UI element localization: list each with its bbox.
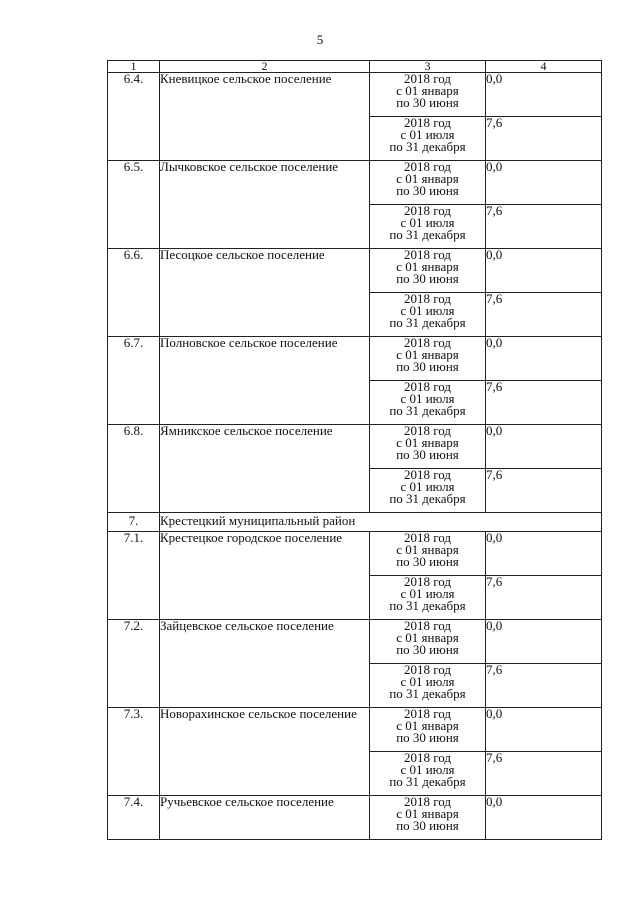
period-line: по 30 июня <box>396 730 459 745</box>
period-cell <box>370 337 486 381</box>
period-line: с 01 января <box>396 718 459 733</box>
row-number: 6.8. <box>108 425 160 513</box>
period-line: 2018 год <box>404 379 451 394</box>
period-line: с 01 июля <box>400 127 455 142</box>
period-cell <box>370 117 486 161</box>
period-line: по 30 июня <box>396 95 459 110</box>
period-line: 2018 год <box>404 291 451 306</box>
period-line: по 30 июня <box>396 447 459 462</box>
table-row <box>108 73 602 117</box>
settlement-name: Полновское сельское поселение <box>160 337 370 425</box>
table-row <box>108 161 602 205</box>
table-row <box>108 249 602 293</box>
period-line: по 30 июня <box>396 271 459 286</box>
period-line: с 01 января <box>396 806 459 821</box>
settlement-name: Ручьевское сельское поселение <box>160 796 370 840</box>
period-cell <box>370 708 486 752</box>
period-cell <box>370 381 486 425</box>
period-line: 2018 год <box>404 662 451 677</box>
period-line: по 31 декабря <box>389 227 466 242</box>
period-line: с 01 января <box>396 435 459 450</box>
value-cell: 7,6 <box>486 381 602 425</box>
value-cell: 7,6 <box>486 469 602 513</box>
period-line: с 01 июля <box>400 674 455 689</box>
period-line: 2018 год <box>404 247 451 262</box>
period-line: 2018 год <box>404 618 451 633</box>
period-line: с 01 января <box>396 347 459 362</box>
value-cell: 7,6 <box>486 293 602 337</box>
value-cell: 0,0 <box>486 161 602 205</box>
period-line: по 30 июня <box>396 554 459 569</box>
period-line: с 01 июля <box>400 586 455 601</box>
row-number: 7.3. <box>108 708 160 796</box>
table-row <box>108 796 602 840</box>
value-cell: 0,0 <box>486 425 602 469</box>
settlement-name: Зайцевское сельское поселение <box>160 620 370 708</box>
value-cell: 7,6 <box>486 664 602 708</box>
period-cell <box>370 620 486 664</box>
period-line: 2018 год <box>404 115 451 130</box>
period-line: 2018 год <box>404 423 451 438</box>
period-line: 2018 год <box>404 794 451 809</box>
period-line: 2018 год <box>404 706 451 721</box>
settlement-name: Кневицкое сельское поселение <box>160 73 370 161</box>
row-number: 6.6. <box>108 249 160 337</box>
period-line: с 01 июля <box>400 303 455 318</box>
period-line: 2018 год <box>404 203 451 218</box>
period-cell <box>370 532 486 576</box>
section-row <box>108 513 602 532</box>
value-cell: 0,0 <box>486 708 602 752</box>
settlement-name: Новорахинское сельское поселение <box>160 708 370 796</box>
table-row <box>108 708 602 752</box>
row-number: 7.1. <box>108 532 160 620</box>
period-cell <box>370 73 486 117</box>
period-line: по 31 декабря <box>389 403 466 418</box>
value-cell: 7,6 <box>486 205 602 249</box>
period-line: 2018 год <box>404 530 451 545</box>
period-line: 2018 год <box>404 467 451 482</box>
period-line: с 01 июля <box>400 479 455 494</box>
period-line: по 30 июня <box>396 359 459 374</box>
page-number: 5 <box>316 32 324 47</box>
period-line: по 31 декабря <box>389 774 466 789</box>
settlement-name: Лычковское сельское поселение <box>160 161 370 249</box>
table-row <box>108 620 602 664</box>
row-number: 6.7. <box>108 337 160 425</box>
section-title: Крестецкий муниципальный район <box>160 513 602 532</box>
period-cell <box>370 576 486 620</box>
period-line: по 31 декабря <box>389 686 466 701</box>
table-row <box>108 337 602 381</box>
period-line: с 01 июля <box>400 215 455 230</box>
tariff-table <box>107 60 602 840</box>
period-cell <box>370 293 486 337</box>
period-cell <box>370 796 486 840</box>
row-number: 7.4. <box>108 796 160 840</box>
column-header: 2 <box>160 61 370 73</box>
value-cell: 0,0 <box>486 532 602 576</box>
period-cell <box>370 664 486 708</box>
table-row <box>108 532 602 576</box>
column-header: 4 <box>486 61 602 73</box>
period-line: с 01 января <box>396 259 459 274</box>
period-line: по 31 декабря <box>389 139 466 154</box>
period-line: с 01 января <box>396 83 459 98</box>
period-line: с 01 января <box>396 542 459 557</box>
period-line: 2018 год <box>404 159 451 174</box>
period-line: по 31 декабря <box>389 491 466 506</box>
period-line: по 31 декабря <box>389 315 466 330</box>
period-line: 2018 год <box>404 750 451 765</box>
period-line: с 01 июля <box>400 391 455 406</box>
period-cell <box>370 161 486 205</box>
period-cell <box>370 752 486 796</box>
value-cell: 0,0 <box>486 620 602 664</box>
period-line: с 01 июля <box>400 762 455 777</box>
value-cell: 7,6 <box>486 117 602 161</box>
column-header: 1 <box>108 61 160 73</box>
period-cell <box>370 205 486 249</box>
period-line: 2018 год <box>404 335 451 350</box>
period-line: по 30 июня <box>396 642 459 657</box>
period-line: с 01 января <box>396 630 459 645</box>
row-number: 7.2. <box>108 620 160 708</box>
period-line: по 30 июня <box>396 818 459 833</box>
value-cell: 0,0 <box>486 337 602 381</box>
value-cell: 7,6 <box>486 576 602 620</box>
period-line: 2018 год <box>404 71 451 86</box>
period-cell <box>370 249 486 293</box>
period-line: 2018 год <box>404 574 451 589</box>
period-line: по 30 июня <box>396 183 459 198</box>
value-cell: 0,0 <box>486 249 602 293</box>
period-line: по 31 декабря <box>389 598 466 613</box>
period-line: с 01 января <box>396 171 459 186</box>
settlement-name: Песоцкое сельское поселение <box>160 249 370 337</box>
row-number: 7. <box>108 513 160 532</box>
value-cell: 0,0 <box>486 73 602 117</box>
period-cell <box>370 425 486 469</box>
row-number: 6.5. <box>108 161 160 249</box>
value-cell: 0,0 <box>486 796 602 840</box>
settlement-name: Крестецкое городское поселение <box>160 532 370 620</box>
column-header: 3 <box>370 61 486 73</box>
period-cell <box>370 469 486 513</box>
row-number: 6.4. <box>108 73 160 161</box>
value-cell: 7,6 <box>486 752 602 796</box>
settlement-name: Ямникское сельское поселение <box>160 425 370 513</box>
table-row <box>108 425 602 469</box>
